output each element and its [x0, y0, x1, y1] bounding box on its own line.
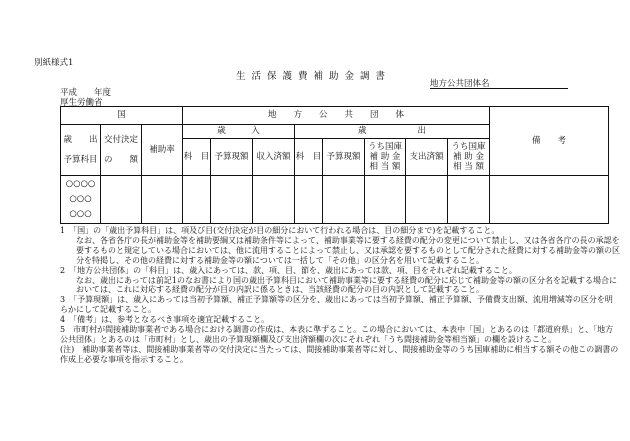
remarks-header: 備 考	[490, 107, 609, 176]
note-1: 1 「国」の「歳出予算科目」は、項及び目(交付決定が目の細分において行われる場合は、目の細分まで)を記載すること。	[60, 226, 500, 235]
note-5: 5 市町村が間接補助事業者である場合における調書の作成は、本表に準ずること。この場合においては、本表中「国」とあるのは「都道府県」と、「地方公共団体」とあるのは「市町村」とし、歳出の予算現額欄及び支出済額欄の次にそれぞれ「うち間接補助金等相当額」の欄を設けること。	[60, 325, 614, 344]
expenditure-national-share-cell[interactable]	[365, 176, 406, 224]
revenue-subject-cell[interactable]	[183, 176, 211, 224]
revenue-header: 歳 入	[183, 125, 295, 139]
expenditure-national-share-header: うち国庫 補 助 金 相 当 額	[365, 139, 406, 176]
form-label: 別紙様式1	[34, 58, 74, 68]
expenditure-budget-cell[interactable]	[323, 176, 365, 224]
local-government-header: 地 方 公 共 団 体	[183, 107, 490, 125]
page-title: 生活保護費補助金調書	[236, 71, 392, 82]
budget-item-cell[interactable]: ○○○○ ○○○ ○○○	[61, 176, 101, 224]
paid-national-share-cell[interactable]	[448, 176, 490, 224]
subsidy-table	[60, 106, 609, 224]
subsidy-rate-header: 補助率	[142, 125, 183, 176]
expenditure-paid-header: 支出済額	[406, 139, 448, 176]
note-3: 3 「予算現額」は、歳入にあっては当初予算額、補正予算額等の区分を、歳出にあっては当初予算額、補正予算額、予備費支出額、流用増減等の区分を明らかにして記載すること。	[60, 295, 613, 315]
budget-item-header: 歳 出 予算科目	[61, 125, 101, 176]
grant-decision-header: 交付決定 の 額	[101, 125, 142, 176]
expenditure-subject-cell[interactable]	[295, 176, 323, 224]
entity-name-label: 地方公共団体名	[430, 79, 490, 89]
paid-national-share-header: うち国庫 補 助 金 相 当 額	[448, 139, 490, 176]
grant-decision-cell[interactable]	[101, 176, 142, 224]
revenue-budget-cell[interactable]	[211, 176, 253, 224]
expenditure-header: 歳 出	[295, 125, 490, 139]
fiscal-year-label: 平成 年度	[60, 88, 112, 98]
note-2-detail: なお、歳出にあっては前記1のなお書により国の歳出予算科目において補助事業等に要する経費の配分に応じて補助金等の額の区分名を記載する場合においては、これに対応する経費の配分が目の内訳に係るときは、当該経費の配分の目の内訳として記載すること。	[76, 275, 618, 295]
subsidy-rate-cell[interactable]	[142, 176, 183, 224]
expenditure-budget-header: 予算現額	[323, 139, 365, 176]
revenue-settled-header: 収入済額	[253, 139, 295, 176]
note-4: 4 「備考」は、参考となるべき事項を適宜記載すること。	[60, 315, 270, 325]
ministry-label: 厚生労働省	[60, 98, 103, 108]
national-header: 国	[61, 107, 183, 125]
revenue-budget-header: 予算現額	[211, 139, 253, 176]
notes-section	[60, 226, 620, 365]
note-1-detail: なお、各省各庁の長が補助金等を補助要綱又は補助条件等によって、補助事業等に要する経費の配分の変更について禁止し、又は各省各庁の長の承認を要するものと規定している場合においては、他に流用することによって禁止し、又は承認を要するものとして配分された経費に対する補助金等の額の区分を特掲し、その他の経費に対する補助金等の額については一括して「その他」の区分名を用いて記載すること。	[76, 235, 620, 265]
note-2: 2 「地方公共団体」の「科目」は、歳入にあっては、款、項、目、節を、歳出にあっては款、項、目をそれぞれ記載すること。	[60, 265, 517, 275]
revenue-subject-header: 科 目	[183, 139, 211, 176]
entity-name-field[interactable]	[430, 88, 568, 89]
note-caution: (注) 補助事業者等は、間接補助事業者等の交付決定に当たっては、間接補助事業者等に対し、間接補助金等のうち国庫補助に相当する額その他この調書の作成上必要な事項を指示すること。	[60, 344, 619, 364]
revenue-settled-cell[interactable]	[253, 176, 295, 224]
remarks-cell[interactable]	[490, 176, 609, 224]
expenditure-subject-header: 科 目	[295, 139, 323, 176]
expenditure-paid-cell[interactable]	[406, 176, 448, 224]
